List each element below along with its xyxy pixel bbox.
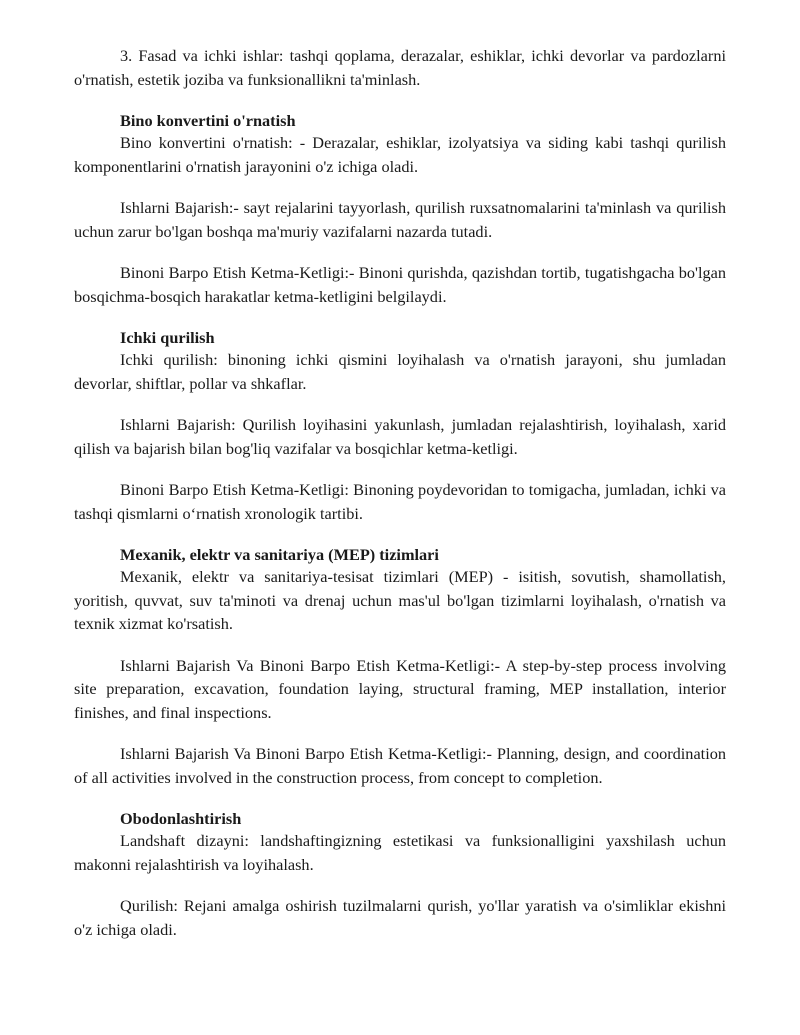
paragraph-ishlarni-bajarish-4: Ishlarni Bajarish Va Binoni Barpo Etish Ketma-Ketligi:- Planning, design, and coordination of all activities involved in the construction process, from concept to completion.: [74, 744, 726, 787]
heading-obodonlashtirish: Obodonlashtirish: [120, 809, 242, 828]
paragraph-binoni-barpo-1: Binoni Barpo Etish Ketma-Ketligi:- Binoni qurishda, qazishdan tortib, tugatishgacha bo'lgan bosqichma-bosqich harakatlar ketma-ketligini belgilaydi.: [74, 263, 726, 306]
heading-mep: Mexanik, elektr va sanitariya (MEP) tizimlari: [120, 545, 439, 564]
paragraph-fasad: 3. Fasad va ichki ishlar: tashqi qoplama, derazalar, eshiklar, ichki devorlar va pardozlarni o'rnatish, estetik joziba va funksionallikni ta'minlash.: [74, 46, 726, 89]
paragraph-mep: Mexanik, elektr va sanitariya-tesisat tizimlari (MEP) - isitish, sovutish, shamollatish, yoritish, quvvat, suv ta'minoti va drenaj uchun mas'ul bo'lgan tizimlarni loyihalash, o'rnatish va texnik xizmat ko'rsatish.: [74, 567, 726, 633]
paragraph-landshaft: Landshaft dizayni: landshaftingizning estetikasi va funksionalligini yaxshilash uchun makonni rejalashtirish va loyihalash.: [74, 831, 726, 874]
paragraph-ishlarni-bajarish-2: Ishlarni Bajarish: Qurilish loyihasini yakunlash, jumladan rejalashtirish, loyihalash, xarid qilish va bajarish bilan bog'liq vazifalar va bosqichlar ketma-ketligi.: [74, 415, 726, 458]
paragraph-bino-konvertini: Bino konvertini o'rnatish: - Derazalar, eshiklar, izolyatsiya va siding kabi tashqi qurilish komponentlarini o'rnatish jarayonini o'z ichiga oladi.: [74, 133, 726, 176]
heading-ichki-qurilish: Ichki qurilish: [120, 328, 215, 347]
paragraph-ichki-qurilish: Ichki qurilish: binoning ichki qismini loyihalash va o'rnatish jarayoni, shu jumladan devorlar, shiftlar, pollar va shkaflar.: [74, 350, 726, 393]
paragraph-binoni-barpo-2: Binoni Barpo Etish Ketma-Ketligi: Binoning poydevoridan to tomigacha, jumladan, ichki va tashqi qismlarni o‘rnatish xronologik tartibi.: [74, 480, 726, 523]
paragraph-ishlarni-bajarish-1: Ishlarni Bajarish:- sayt rejalarini tayyorlash, qurilish ruxsatnomalarini ta'minlash va qurilish uchun zarur bo'lgan boshqa ma'muriy vazifalarni nazarda tutadi.: [74, 198, 726, 241]
paragraph-qurilish: Qurilish: Rejani amalga oshirish tuzilmalarni qurish, yo'llar yaratish va o'simliklar ekishni o'z ichiga oladi.: [74, 896, 726, 939]
heading-bino-konvertini: Bino konvertini o'rnatish: [120, 111, 296, 130]
paragraph-ishlarni-bajarish-3: Ishlarni Bajarish Va Binoni Barpo Etish Ketma-Ketligi:- A step-by-step process involving site preparation, excavation, foundation laying, structural framing, MEP installation, interior finishes, and final inspections.: [74, 655, 726, 722]
